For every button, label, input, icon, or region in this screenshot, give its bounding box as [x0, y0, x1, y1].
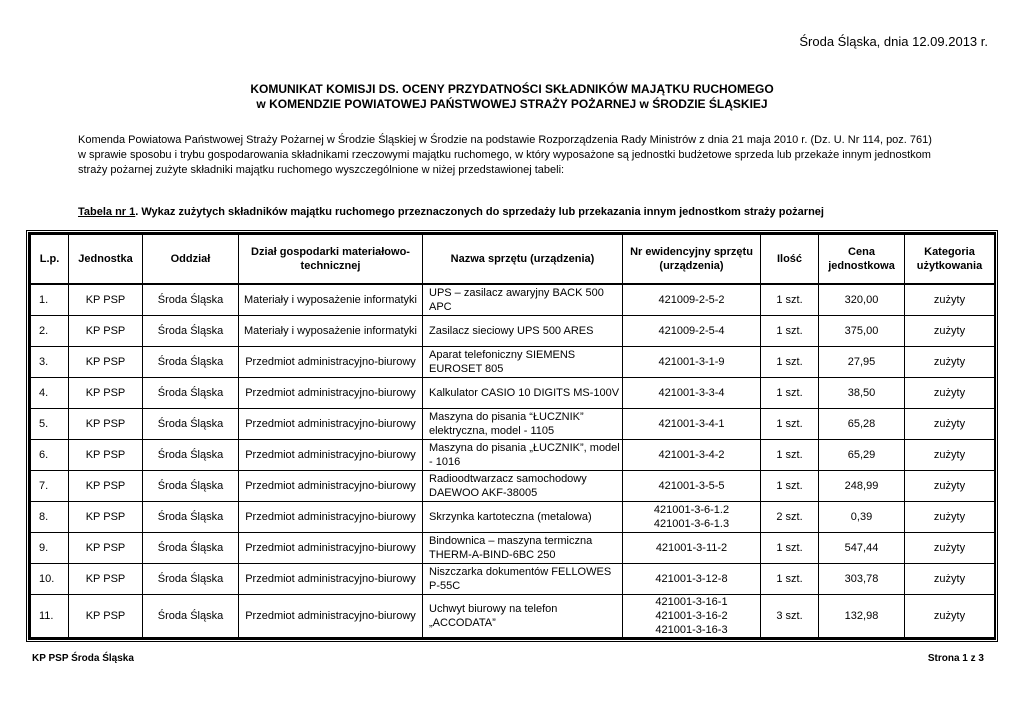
row-quantity: 1 szt.: [761, 284, 819, 316]
row-unit: KP PSP: [69, 533, 143, 564]
row-dept: Przedmiot administracyjno-biurowy: [239, 502, 423, 533]
registry-number-line: 421009-2-5-4: [658, 325, 725, 337]
row-quantity: 1 szt.: [761, 471, 819, 502]
header-cat: Kategoria użytkowania: [905, 235, 995, 285]
header-lp: L.p.: [31, 235, 69, 285]
row-quantity: 1 szt.: [761, 533, 819, 564]
row-branch: Środa Śląska: [143, 440, 239, 471]
row-branch: Środa Śląska: [143, 595, 239, 638]
row-category: zużyty: [905, 409, 995, 440]
title-line-1: KOMUNIKAT KOMISJI DS. OCENY PRZYDATNOŚCI SKŁADNIKÓW MAJĄTKU RUCHOMEGO: [250, 82, 774, 96]
row-dept: Materiały i wyposażenie informatyki: [239, 284, 423, 316]
table-caption: [78, 206, 1008, 218]
row-category: zużyty: [905, 533, 995, 564]
row-equipment-name: Kalkulator CASIO 10 DIGITS MS-100V: [423, 378, 623, 409]
row-category: zużyty: [905, 347, 995, 378]
registry-number-line: 421001-3-3-4: [658, 387, 725, 399]
row-equipment-name: Bindownica – maszyna termiczna THERM-A-BIND-6BC 250: [423, 533, 623, 564]
table-row: [31, 316, 995, 347]
row-unit: KP PSP: [69, 595, 143, 638]
assets-table-frame: [28, 232, 996, 640]
row-registry-number: [623, 316, 761, 347]
row-category: zużyty: [905, 316, 995, 347]
row-category: zużyty: [905, 378, 995, 409]
row-unit-price: 375,00: [819, 316, 905, 347]
row-registry-number: [623, 378, 761, 409]
registry-number-line: 421001-3-1-9: [658, 356, 725, 368]
row-dept: Przedmiot administracyjno-biurowy: [239, 440, 423, 471]
header-reg: Nr ewidencyjny sprzętu (urządzenia): [623, 235, 761, 285]
row-branch: Środa Śląska: [143, 564, 239, 595]
intro-paragraph: [78, 133, 978, 178]
row-equipment-name: Radioodtwarzacz samochodowy DAEWOO AKF-38005: [423, 471, 623, 502]
row-quantity: 1 szt.: [761, 409, 819, 440]
row-dept: Przedmiot administracyjno-biurowy: [239, 533, 423, 564]
row-category: zużyty: [905, 440, 995, 471]
document-title: [0, 82, 1024, 112]
row-lp: 1.: [31, 284, 69, 316]
table-row: [31, 378, 995, 409]
row-unit-price: 65,29: [819, 440, 905, 471]
registry-number-line: 421001-3-6-1.3: [653, 518, 730, 530]
row-unit-price: 38,50: [819, 378, 905, 409]
row-lp: 6.: [31, 440, 69, 471]
registry-number-line: 421009-2-5-2: [658, 294, 725, 306]
intro-line-3: straży pożarnej zużyte składniki majątku ruchomego wyszczególnione w niżej przedstawionej tabeli:: [78, 164, 565, 176]
row-quantity: 1 szt.: [761, 347, 819, 378]
row-lp: 8.: [31, 502, 69, 533]
title-line-2: w KOMENDZIE POWIATOWEJ PAŃSTWOWEJ STRAŻY POŻARNEJ w ŚRODZIE ŚLĄSKIEJ: [256, 97, 768, 111]
header-branch: Oddział: [143, 235, 239, 285]
row-unit: KP PSP: [69, 378, 143, 409]
row-registry-number: [623, 440, 761, 471]
place-date: Środa Śląska, dnia 12.09.2013 r.: [799, 34, 988, 49]
row-unit: KP PSP: [69, 409, 143, 440]
row-registry-number: [623, 502, 761, 533]
row-equipment-name: Aparat telefoniczny SIEMENS EUROSET 805: [423, 347, 623, 378]
row-equipment-name: Niszczarka dokumentów FELLOWES P-55C: [423, 564, 623, 595]
registry-number-line: 421001-3-6-1.2: [653, 504, 730, 516]
row-unit: KP PSP: [69, 316, 143, 347]
row-registry-number: [623, 471, 761, 502]
header-name: Nazwa sprzętu (urządzenia): [423, 235, 623, 285]
registry-number-line: 421001-3-4-2: [658, 449, 725, 461]
row-dept: Przedmiot administracyjno-biurowy: [239, 564, 423, 595]
table-caption-label: Tabela nr 1: [78, 206, 136, 218]
row-quantity: 1 szt.: [761, 440, 819, 471]
row-unit-price: 0,39: [819, 502, 905, 533]
table-row: [31, 471, 995, 502]
footer-unit: KP PSP Środa Śląska: [32, 653, 134, 664]
row-lp: 9.: [31, 533, 69, 564]
registry-number-line: 421001-3-11-2: [655, 542, 728, 554]
row-unit: KP PSP: [69, 502, 143, 533]
row-quantity: 1 szt.: [761, 564, 819, 595]
row-unit: KP PSP: [69, 564, 143, 595]
table-row: [31, 347, 995, 378]
intro-line-1: Komenda Powiatowa Państwowej Straży Pożarnej w Środzie Śląskiej w Środzie na podstawie Rozporządzenia Rady Ministrów z dnia 21 maja 2010 r. (Dz. U. Nr 114, poz. 761): [78, 134, 932, 146]
header-unit: Jednostka: [69, 235, 143, 285]
row-equipment-name: Maszyna do pisania „ŁUCZNIK”, model - 1016: [423, 440, 623, 471]
intro-line-2: w sprawie sposobu i trybu gospodarowania składnikami rzeczowymi majątku ruchomego, w który wyposażone są jednostki budżetowe sprzeda lub przekaże innym jednostkom: [78, 149, 931, 161]
table-row: [31, 502, 995, 533]
row-category: zużyty: [905, 284, 995, 316]
row-unit: KP PSP: [69, 284, 143, 316]
table-header-row: [31, 235, 995, 285]
row-equipment-name: Skrzynka kartoteczna (metalowa): [423, 502, 623, 533]
table-row: [31, 284, 995, 316]
row-category: zużyty: [905, 471, 995, 502]
row-unit: KP PSP: [69, 347, 143, 378]
row-unit-price: 547,44: [819, 533, 905, 564]
row-category: zużyty: [905, 502, 995, 533]
row-dept: Materiały i wyposażenie informatyki: [239, 316, 423, 347]
row-registry-number: [623, 533, 761, 564]
footer-page-number: Strona 1 z 3: [927, 653, 984, 664]
row-unit-price: 303,78: [819, 564, 905, 595]
row-unit-price: 27,95: [819, 347, 905, 378]
table-row: [31, 533, 995, 564]
row-unit-price: 132,98: [819, 595, 905, 638]
row-branch: Środa Śląska: [143, 316, 239, 347]
row-quantity: 2 szt.: [761, 502, 819, 533]
row-dept: Przedmiot administracyjno-biurowy: [239, 471, 423, 502]
header-qty: Ilość: [761, 235, 819, 285]
row-lp: 11.: [31, 595, 69, 638]
row-equipment-name: UPS – zasilacz awaryjny BACK 500 APC: [423, 284, 623, 316]
row-unit-price: 248,99: [819, 471, 905, 502]
row-category: zużyty: [905, 564, 995, 595]
row-unit: KP PSP: [69, 440, 143, 471]
row-dept: Przedmiot administracyjno-biurowy: [239, 409, 423, 440]
row-lp: 7.: [31, 471, 69, 502]
row-registry-number: [623, 595, 761, 638]
row-branch: Środa Śląska: [143, 284, 239, 316]
row-lp: 10.: [31, 564, 69, 595]
registry-number-line: 421001-3-16-3: [655, 624, 728, 636]
row-dept: Przedmiot administracyjno-biurowy: [239, 347, 423, 378]
row-branch: Środa Śląska: [143, 409, 239, 440]
row-quantity: 3 szt.: [761, 595, 819, 638]
row-branch: Środa Śląska: [143, 378, 239, 409]
header-price: Cena jednostkowa: [819, 235, 905, 285]
row-registry-number: [623, 347, 761, 378]
table-caption-text: . Wykaz zużytych składników majątku ruchomego przeznaczonych do sprzedaży lub przekazania innym jednostkom straży pożarnej: [135, 206, 824, 218]
row-equipment-name: Maszyna do pisania “ŁUCZNIK” elektryczna, model - 1105: [423, 409, 623, 440]
assets-table: [30, 234, 995, 638]
row-quantity: 1 szt.: [761, 316, 819, 347]
table-row: [31, 564, 995, 595]
row-lp: 2.: [31, 316, 69, 347]
registry-number-line: 421001-3-16-1: [655, 596, 728, 608]
registry-number-line: 421001-3-16-2: [655, 610, 728, 622]
row-branch: Środa Śląska: [143, 471, 239, 502]
row-branch: Środa Śląska: [143, 347, 239, 378]
header-dept: Dział gospodarki materiałowo-technicznej: [239, 235, 423, 285]
row-registry-number: [623, 564, 761, 595]
row-unit: KP PSP: [69, 471, 143, 502]
table-body: [31, 284, 995, 638]
row-registry-number: [623, 409, 761, 440]
row-dept: Przedmiot administracyjno-biurowy: [239, 595, 423, 638]
registry-number-line: 421001-3-4-1: [658, 418, 725, 430]
row-branch: Środa Śląska: [143, 502, 239, 533]
row-branch: Środa Śląska: [143, 533, 239, 564]
row-category: zużyty: [905, 595, 995, 638]
row-unit-price: 65,28: [819, 409, 905, 440]
row-unit-price: 320,00: [819, 284, 905, 316]
table-row: [31, 409, 995, 440]
row-lp: 3.: [31, 347, 69, 378]
row-quantity: 1 szt.: [761, 378, 819, 409]
row-lp: 4.: [31, 378, 69, 409]
row-dept: Przedmiot administracyjno-biurowy: [239, 378, 423, 409]
row-registry-number: [623, 284, 761, 316]
registry-number-line: 421001-3-12-8: [655, 573, 728, 585]
row-equipment-name: Zasilacz sieciowy UPS 500 ARES: [423, 316, 623, 347]
row-equipment-name: Uchwyt biurowy na telefon „ACCODATA”: [423, 595, 623, 638]
table-row: [31, 595, 995, 638]
row-lp: 5.: [31, 409, 69, 440]
registry-number-line: 421001-3-5-5: [658, 480, 725, 492]
table-row: [31, 440, 995, 471]
